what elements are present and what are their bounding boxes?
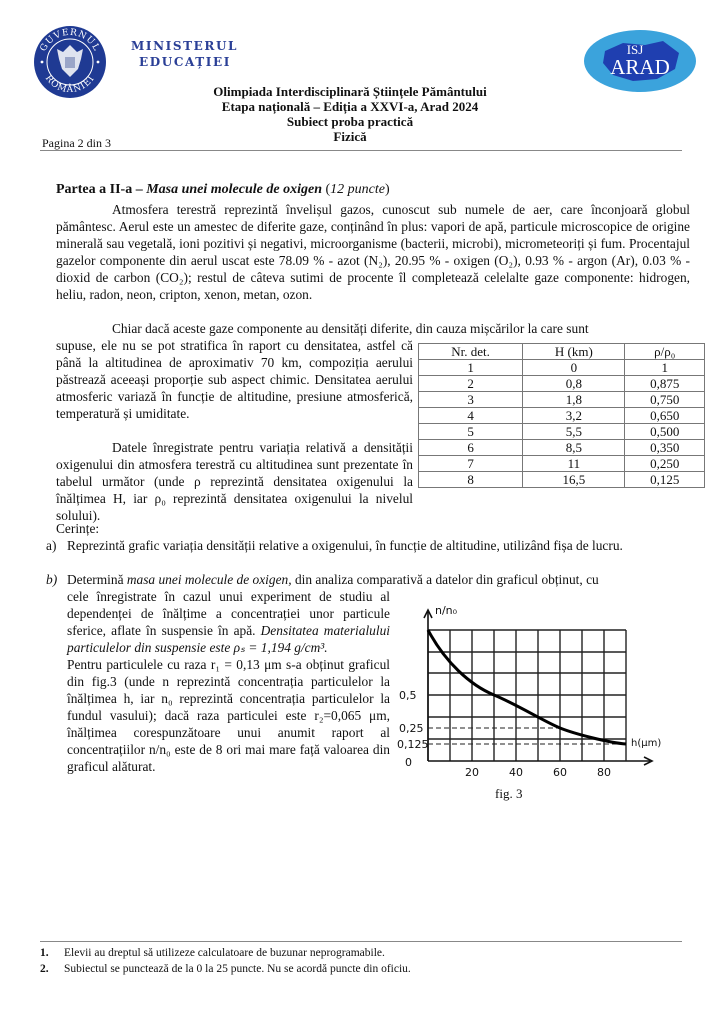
part-title: Partea a II-a – Masa unei molecule de oxigen (12 puncte) (56, 182, 390, 197)
footer-divider (40, 941, 682, 942)
figure-3-chart (395, 600, 715, 790)
requirement-a-marker: a) (46, 538, 57, 553)
paragraph-data-description: Datele înregistrate pentru variația relativă a densității oxigenului din atmosfera terestră cu altitudinea sunt prezentate în tabelul următor (unde ρ reprezintă densitatea oxigenului la înălțimea H, iar ρ₀ reprezintă densitatea oxigenului la nivelul solului). (56, 440, 413, 523)
government-logo (33, 25, 107, 99)
concentration-vs-height-plot (395, 600, 715, 790)
requirement-a: a) Reprezintă grafic variația densității relative a oxigenului, în funcție de altitudine, utilizând fișa de lucru. (46, 538, 623, 553)
paragraph-densities-first-line: Chiar dacă aceste gaze componente au densități diferite, din cauza mișcărilor la care sunt (112, 321, 589, 336)
density-table (418, 343, 705, 488)
table-row: 7 11 0,250 (419, 456, 705, 472)
ministry-line-2: EDUCAȚIEI (139, 55, 231, 69)
svg-text:0: 0 (405, 756, 412, 769)
paragraph-densities: supuse, ele nu se pot stratifica în raport cu densitatea, astfel că până la altitudinea de aproximativ 70 km, compoziția aerului păstrează aceeași proporție sub aspect chimic. Densitatea aerului atmosferic variază în funcție de altitudine, presiune atmosferică, temperatură și umiditate. (56, 338, 413, 421)
footer-note-2: 2. Subiectul se punctează de la 0 la 25 puncte. Nu se acordă puncte din oficiu. (40, 963, 411, 975)
ministry-line-1: MINISTERUL (131, 39, 239, 53)
subject-type: Subiect proba practică (286, 114, 414, 129)
svg-text:0,25: 0,25 (399, 722, 424, 735)
svg-text:60: 60 (553, 766, 567, 779)
footer-note-1: 1. Elevii au dreptul să utilizeze calculatoare de buzunar neprogramabile. (40, 947, 385, 959)
svg-text:ROMÂNIEI: ROMÂNIEI (42, 73, 98, 96)
svg-text:0,125: 0,125 (397, 738, 429, 751)
figure-caption: fig. 3 (495, 786, 523, 801)
svg-text:20: 20 (465, 766, 479, 779)
y-axis-label: n/n₀ (435, 604, 458, 617)
concentration-curve (428, 630, 626, 744)
column-header: ρ/ρ₀ (625, 344, 705, 360)
table-row: 6 8,5 0,350 (419, 440, 705, 456)
table-row: 2 0,8 0,875 (419, 376, 705, 392)
stage-edition: Etapa națională – Ediția a XXVI-a, Arad 2024 (221, 99, 479, 114)
svg-text:GUVERNUL: GUVERNUL (38, 27, 102, 54)
table-header-row (419, 344, 705, 360)
svg-text:ISJ: ISJ (626, 42, 644, 57)
isj-arad-logo (583, 29, 697, 93)
column-header: H (km) (523, 344, 625, 360)
table-row: 3 1,8 0,750 (419, 392, 705, 408)
table-row: 1 0 1 (419, 360, 705, 376)
svg-text:80: 80 (597, 766, 611, 779)
ministry-name (131, 38, 238, 70)
government-seal-icon (33, 25, 107, 99)
x-axis-label: h(μm) (631, 738, 662, 749)
table-row: 8 16,5 0,125 (419, 472, 705, 488)
requirement-b: b) Determină masa unei molecule de oxigen, din analiza comparativă a datelor din graficul obținut, cu (46, 572, 599, 587)
page-number: Pagina 2 din 3 (42, 136, 111, 150)
header-divider (40, 150, 682, 151)
svg-text:ARAD: ARAD (610, 55, 670, 79)
svg-text:0,5: 0,5 (399, 689, 417, 702)
requirements-heading: Cerințe: (56, 521, 100, 536)
requirement-b-details: cele înregistrate în cazul unui experiment de studiu al dependenței de înălțime a concentrației unor particule sferice, aflate în suspensie în apă. Densitatea materialului particulelor din suspensie este ρₛ = 1,194 g/cm³. Pentru particulele cu raza r₁ = 0,13 μm s-a obținut graficul din fig.3 (unde n reprezintă concentrația particulelor la înălțimea h, iar n₀ reprezintă concentrația particulelor la fundul vasului); dacă raza particulei este r₂=0,065 μm, înălțimea corespunzătoare unui anumit raport al concentrațiilor n/n₀ este de 8 ori mai mare față valoarea din graficul alăturat. (67, 589, 390, 774)
column-header: Nr. det. (419, 344, 523, 360)
requirement-b-marker: b) (46, 572, 58, 587)
table-row: 4 3,2 0,650 (419, 408, 705, 424)
svg-text:40: 40 (509, 766, 523, 779)
exam-header (150, 84, 550, 144)
isj-logo-icon (583, 29, 697, 93)
table-row: 5 5,5 0,500 (419, 424, 705, 440)
points-value: 12 puncte (330, 182, 385, 197)
subject-discipline: Fizică (333, 129, 367, 144)
requirement-b-particles: Pentru particulele cu raza r₁ = 0,13 μm s-a obținut graficul din fig.3 (unde n reprezintă concentrația particulelor la înălțimea h, iar n₀ reprezintă concentrația particulelor la fundul vasului); dacă raza particulei este r₂=0,065 μm, înălțimea corespunzătoare unui anumit raport al concentrațiilor n/n₀ este de 8 ori mai mare față valoarea din graficul alăturat. (67, 657, 390, 774)
paragraph-atmosphere: Atmosfera terestră reprezintă învelișul gazos, cunoscut sub numele de aer, care înconjoară globul pământesc. Aerul este un amestec de diferite gaze, conținând în plus: vapori de apă, particule microscopice de origine minerală sau vegetală, ioni pozitivi și negativi, microorganisme (bacterii, microbi), micrometeoriți și fum. Procentajul gazelor componente din aerul uscat este 78.09 % - azot (N₂), 20.95 % - oxigen (O₂), 0.93 % - argon (Ar), 0.03 % - dioxid de carbon (CO₂); restul de câteva sutimi de procente îl completează celelalte gaze componente: hidrogen, heliu, radon, neon, cripton, xenon, metan, ozon. (56, 202, 690, 302)
olympiad-title: Olimpiada Interdisciplinară Științele Pământului (213, 84, 487, 99)
